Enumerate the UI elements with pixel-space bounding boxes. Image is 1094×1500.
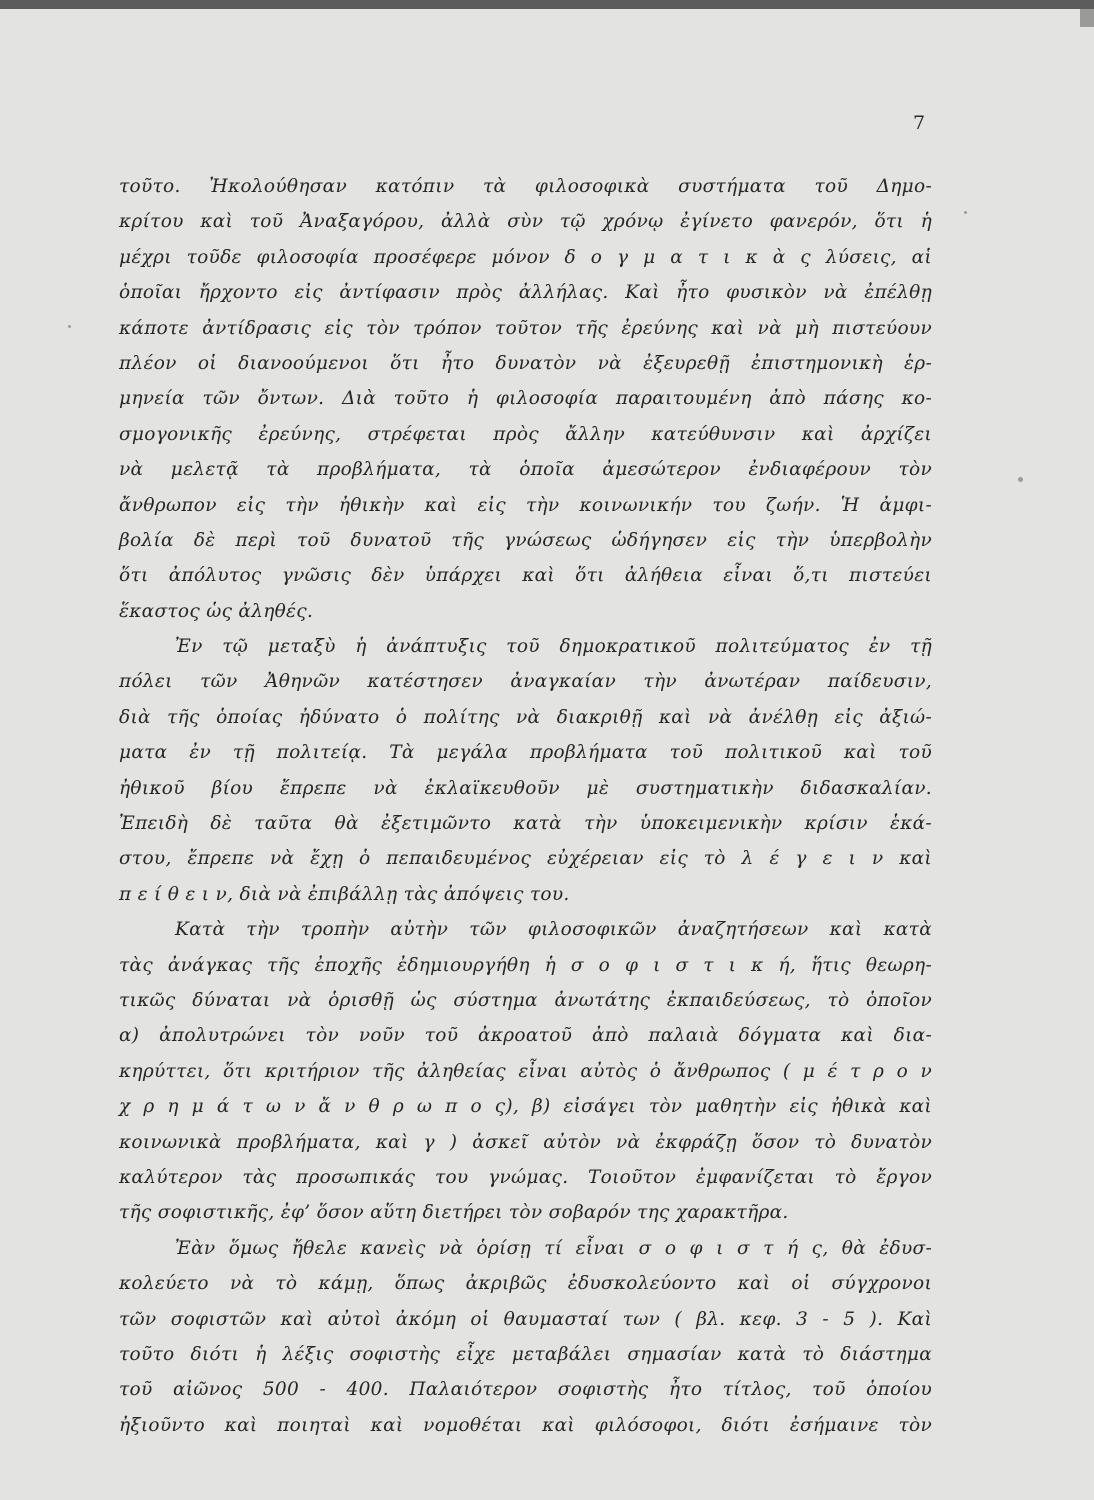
page-number: 7 <box>913 112 926 134</box>
paragraph-start-line: Κατὰ τὴν τροπὴν αὐτὴν τῶν φιλοσοφικῶν ἀναζητήσεων καὶ κατὰ <box>175 919 932 941</box>
text-line: π ε ί θ ε ι ν, διὰ νὰ ἐπιβάλλῃ τὰς ἀπόψεις του. <box>119 883 570 905</box>
scan-corner <box>1080 9 1094 27</box>
text-line: ἠξιοῦντο καὶ ποιηταὶ καὶ νομοθέται καὶ φιλόσοφοι, διότι ἐσήμαινε τὸν <box>119 1414 932 1436</box>
text-line: κολεύετο νὰ τὸ κάμῃ, ὅπως ἀκριβῶς ἐδυσκολεύοντο καὶ οἱ σύγχρονοι <box>119 1273 932 1295</box>
text-line: χ ρ η μ ά τ ω ν ἄ ν θ ρ ω π ο ς), β) εἰσάγει τὸν μαθητὴν εἰς ἠθικὰ καὶ <box>119 1096 932 1118</box>
text-line: μηνεία τῶν ὄντων. Διὰ τοῦτο ἡ φιλοσοφία παραιτουμένη ἀπὸ πάσης κο- <box>119 388 932 410</box>
scan-speck <box>68 325 71 328</box>
paragraph-start-line: Ἐὰν ὅμως ἤθελε κανεὶς νὰ ὁρίσῃ τί εἶναι σ ο φ ι σ τ ή ς, θὰ ἐδυσ- <box>175 1237 932 1259</box>
text-line: ἠθικοῦ βίου ἔπρεπε νὰ ἐκλαϊκευθοῦν μὲ συστηματικὴν διδασκαλίαν. <box>119 777 932 799</box>
text-line: τοῦτο διότι ἡ λέξις σοφιστὴς εἶχε μεταβάλει σημασίαν κατὰ τὸ διάστημα <box>119 1343 932 1365</box>
text-line: σμογονικῆς ἐρεύνης, στρέφεται πρὸς ἄλλην κατεύθυνσιν καὶ ἀρχίζει <box>119 423 932 445</box>
text-line: μέχρι τοῦδε φιλοσοφία προσέφερε μόνον δ ο γ μ α τ ι κ ὰ ς λύσεις, αἱ <box>119 246 932 268</box>
text-line: τοῦ αἰῶνος 500 - 400. Παλαιότερον σοφιστὴς ἦτο τίτλος, τοῦ ὁποίου <box>119 1379 932 1401</box>
text-line: ἄνθρωπον εἰς τὴν ἠθικὴν καὶ εἰς τὴν κοινωνικήν του ζωήν. Ἡ ἀμφι- <box>119 494 932 516</box>
text-line: κρίτου καὶ τοῦ Ἀναξαγόρου, ἀλλὰ σὺν τῷ χρόνῳ ἐγίνετο φανερόν, ὅτι ἡ <box>119 211 932 233</box>
text-line: ἕκαστος ὡς ἀληθές. <box>119 600 314 622</box>
text-line: καλύτερον τὰς προσωπικάς του γνώμας. Τοιοῦτον ἐμφανίζεται τὸ ἔργον <box>119 1166 932 1188</box>
text-line: ὁποῖαι ἤρχοντο εἰς ἀντίφασιν πρὸς ἀλλήλας. Καὶ ἦτο φυσικὸν νὰ ἐπέλθῃ <box>119 282 932 304</box>
text-line: διὰ τῆς ὁποίας ἠδύνατο ὁ πολίτης νὰ διακριθῇ καὶ νὰ ἀνέλθῃ εἰς ἀξιώ- <box>119 706 932 728</box>
scan-top-edge <box>0 0 1094 9</box>
text-line: τῆς σοφιστικῆς, ἐφ’ ὅσον αὕτη διετήρει τὸν σοβαρόν της χαρακτῆρα. <box>119 1202 789 1224</box>
text-line: α) ἀπολυτρώνει τὸν νοῦν τοῦ ἀκροατοῦ ἀπὸ παλαιὰ δόγματα καὶ δια- <box>119 1025 932 1047</box>
body-text <box>119 169 932 1443</box>
text-line: πλέον οἱ διανοούμενοι ὅτι ἦτο δυνατὸν νὰ ἐξευρεθῇ ἐπιστημονικὴ ἑρ- <box>119 352 932 374</box>
text-line: ὅτι ἀπόλυτος γνῶσις δὲν ὑπάρχει καὶ ὅτι ἀλήθεια εἶναι ὅ,τι πιστεύει <box>119 565 932 587</box>
text-line: κάποτε ἀντίδρασις εἰς τὸν τρόπον τοῦτον τῆς ἐρεύνης καὶ νὰ μὴ πιστεύουν <box>119 317 932 339</box>
text-line: Ἐπειδὴ δὲ ταῦτα θὰ ἐξετιμῶντο κατὰ τὴν ὑποκειμενικὴν κρίσιν ἑκά- <box>119 813 932 835</box>
text-line: κηρύττει, ὅτι κριτήριον τῆς ἀληθείας εἶναι αὐτὸς ὁ ἄνθρωπος ( μ έ τ ρ ο ν <box>119 1060 932 1082</box>
text-line: κοινωνικὰ προβλήματα, καὶ γ ) ἀσκεῖ αὐτὸν νὰ ἐκφράζῃ ὅσον τὸ δυνατὸν <box>119 1131 932 1153</box>
text-line: πόλει τῶν Ἀθηνῶν κατέστησεν ἀναγκαίαν τὴν ἀνωτέραν παίδευσιν, <box>119 671 932 693</box>
scan-speck <box>1018 477 1023 482</box>
text-line: τὰς ἀνάγκας τῆς ἐποχῆς ἐδημιουργήθη ἡ σ ο φ ι σ τ ι κ ή, ἥτις θεωρη- <box>119 954 932 976</box>
paragraph-start-line: Ἐν τῷ μεταξὺ ἡ ἀνάπτυξις τοῦ δημοκρατικοῦ πολιτεύματος ἐν τῇ <box>175 636 932 658</box>
text-line: τικῶς δύναται νὰ ὁρισθῇ ὡς σύστημα ἀνωτάτης ἐκπαιδεύσεως, τὸ ὁποῖον <box>119 989 932 1011</box>
text-line: τῶν σοφιστῶν καὶ αὐτοὶ ἀκόμη οἱ θαυμασταί των ( βλ. κεφ. 3 - 5 ). Καὶ <box>119 1308 932 1330</box>
scan-speck <box>964 211 967 214</box>
text-line: στου, ἔπρεπε νὰ ἔχῃ ὁ πεπαιδευμένος εὐχέρειαν εἰς τὸ λ έ γ ε ι ν καὶ <box>119 848 932 870</box>
text-line: τοῦτο. Ἠκολούθησαν κατόπιν τὰ φιλοσοφικὰ συστήματα τοῦ Δημο- <box>119 176 932 197</box>
text-line: ματα ἐν τῇ πολιτείᾳ. Τὰ μεγάλα προβλήματα τοῦ πολιτικοῦ καὶ τοῦ <box>119 742 932 764</box>
text-line: βολία δὲ περὶ τοῦ δυνατοῦ τῆς γνώσεως ὡδήγησεν εἰς τὴν ὑπερβολὴν <box>119 529 932 551</box>
text-line: νὰ μελετᾷ τὰ προβλήματα, τὰ ὁποῖα ἀμεσώτερον ἐνδιαφέρουν τὸν <box>119 459 932 481</box>
